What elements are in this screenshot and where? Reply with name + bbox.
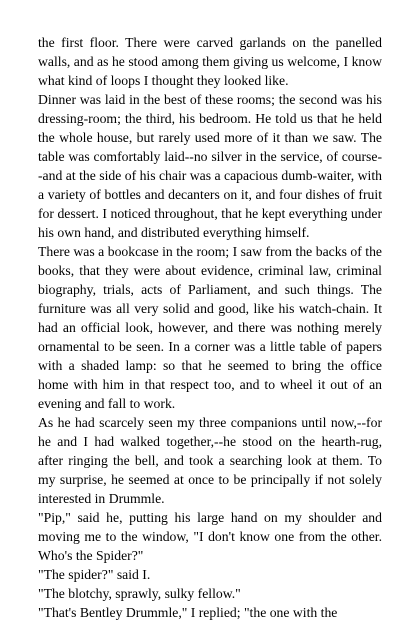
- paragraph-pip-dialogue: "Pip," said he, putting his large hand on my shoulder and moving me to the window, "I don't know one from the other. Who's the Spider?": [38, 510, 382, 563]
- paragraph-bookcase: There was a bookcase in the room; I saw from the backs of the books, that they were about evidence, criminal law, criminal biography, trials, acts of Parliament, and such things. The furniture was all very solid and good, like his watch-chain. It had an official look, however, and there was nothing merely ornamental to be seen. In a corner was a little table of papers with a shaded lamp: so that he seemed to bring the office home with him in that respect too, and to wheel it out of an evening and fall to work.: [38, 244, 382, 411]
- page-body: [38, 33, 382, 622]
- paragraph-blotchy-fellow: "The blotchy, sprawly, sulky fellow.": [38, 586, 241, 601]
- paragraph-spider-question: "The spider?" said I.: [38, 567, 151, 582]
- paragraph-dinner: Dinner was laid in the best of these rooms; the second was his dressing-room; the third, his bedroom. He told us that he held the whole house, but rarely used more of it than we saw. The table was comfortably laid--no silver in the service, of course--and at the side of his chair was a capacious dumb-waiter, with a variety of bottles and decanters on it, and four dishes of fruit for dessert. I noticed throughout, that he kept everything under his own hand, and distributed everything himself.: [38, 92, 382, 240]
- paragraph-first-floor: the first floor. There were carved garlands on the panelled walls, and as he stood among them giving us welcome, I know what kind of loops I thought they looked like.: [38, 35, 382, 88]
- paragraph-companions: As he had scarcely seen my three companions until now,--for he and I had walked together,--he stood on the hearth-rug, after ringing the bell, and took a searching look at them. To my surprise, he seemed at once to be principally if not solely interested in Drummle.: [38, 415, 382, 506]
- paragraph-bentley-drummle: "That's Bentley Drummle," I replied; "the one with the: [38, 605, 338, 620]
